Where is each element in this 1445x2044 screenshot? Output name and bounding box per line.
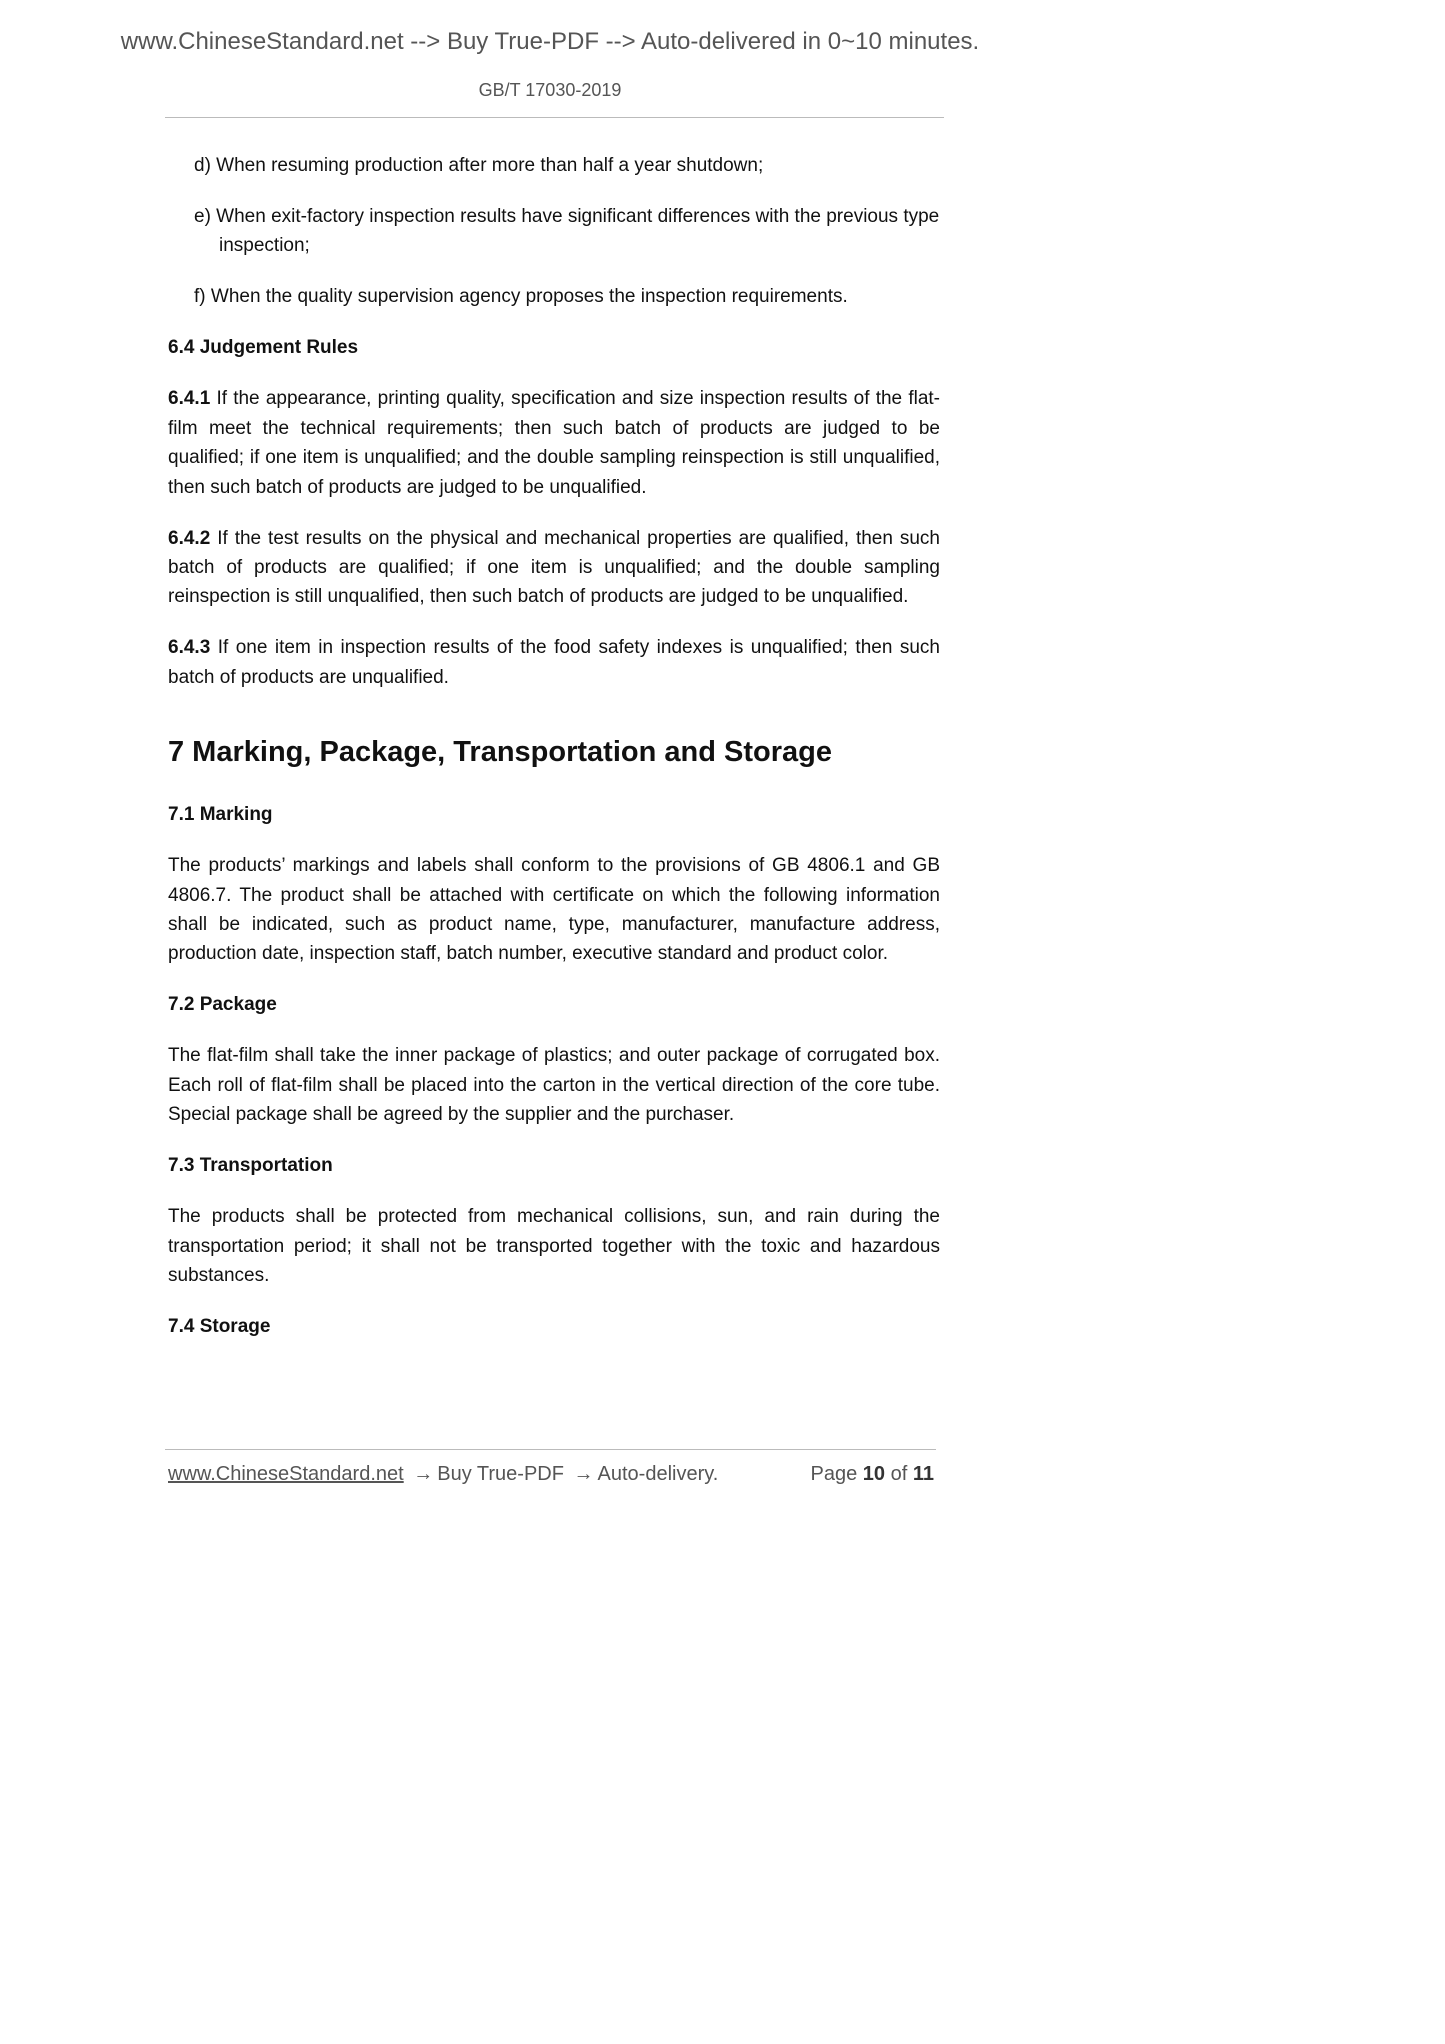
page-of-label: of: [890, 1463, 908, 1485]
clause-number: 6.4.2: [168, 527, 211, 549]
clause-6-4-2: [168, 524, 940, 612]
clause-text: If the appearance, printing quality, specification and size inspection results of the flat-film meet the technical requirements; then such batch of products are judged to be qualified; if one item is unqualified; and the double sampling reinspection is still unqualified, then such batch of products are judged to be unqualified.: [168, 388, 940, 498]
section-heading-6-4: 6.4 Judgement Rules: [168, 337, 359, 359]
footer-buy-text: Buy True-PDF: [437, 1463, 564, 1485]
chapter-heading-7: 7 Marking, Package, Transportation and Storage: [168, 736, 832, 769]
section-heading-7-2: 7.2 Package: [168, 994, 277, 1016]
standard-code: GB/T 17030-2019: [478, 80, 622, 100]
document-body: [168, 151, 940, 1363]
list-item-e: e) When exit-factory inspection results have significant differences with the previous type inspection;: [194, 206, 940, 257]
arrow-right-icon: →: [573, 1463, 594, 1485]
clause-number: 6.4.3: [168, 637, 211, 659]
clause-6-4-1: [168, 384, 940, 502]
page-current: 10: [862, 1463, 886, 1485]
paragraph-7-1: The products’ markings and labels shall conform to the provisions of GB 4806.1 and GB 4806.7. The product shall be attached with certificate on which the following information shall be indicated, such as product name, type, manufacturer, manufacture address, production date, inspection staff, batch number, executive standard and product color.: [168, 855, 940, 965]
paragraph-7-3: The products shall be protected from mechanical collisions, sun, and rain during the transportation period; it shall not be transported together with the toxic and hazardous substances.: [168, 1206, 940, 1287]
site-banner: www.ChineseStandard.net --> Buy True-PDF --> Auto-delivered in 0~10 minutes.: [120, 28, 980, 55]
section-heading-7-3: 7.3 Transportation: [168, 1155, 333, 1177]
arrow-right-icon: →: [413, 1463, 434, 1485]
footer-delivery-text: Auto-delivery.: [597, 1463, 719, 1485]
list-item-d: d) When resuming production after more than half a year shutdown;: [194, 155, 764, 176]
page-number: [811, 1463, 935, 1486]
clause-text: If the test results on the physical and mechanical properties are qualified, then such batch of products are qualified; if one item is unqualified; and the double sampling reinspection is still unqualified, then such batch of products are judged to be unqualified.: [168, 527, 940, 608]
footer-site-link[interactable]: www.ChineseStandard.net: [168, 1463, 404, 1485]
header-divider: [165, 117, 944, 118]
section-heading-7-4: 7.4 Storage: [168, 1316, 271, 1338]
list-item-f: f) When the quality supervision agency proposes the inspection requirements.: [194, 286, 848, 308]
page-total: 11: [912, 1463, 934, 1485]
section-heading-7-1: 7.1 Marking: [168, 804, 273, 826]
clause-6-4-3: [168, 633, 940, 692]
clause-text: If one item in inspection results of the food safety indexes is unqualified; then such batch of products are unqualified.: [168, 637, 940, 688]
clause-number: 6.4.1: [168, 388, 211, 410]
paragraph-7-2: The flat-film shall take the inner package of plastics; and outer package of corrugated box. Each roll of flat-film shall be placed into the carton in the vertical direction of the core tube. Special package shall be agreed by the supplier and the purchaser.: [168, 1045, 940, 1126]
footer-divider: [165, 1449, 936, 1450]
page-footer: [168, 1463, 934, 1486]
page-label: Page: [810, 1463, 858, 1485]
